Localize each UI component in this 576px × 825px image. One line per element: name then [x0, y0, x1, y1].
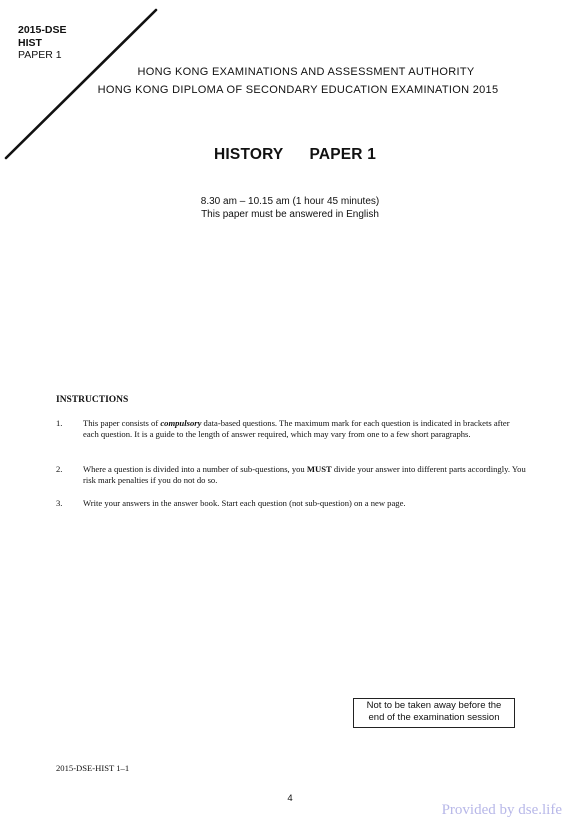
emphasis-must: MUST	[306, 464, 332, 474]
title-subject: HISTORY	[214, 146, 284, 163]
instruction-number: 2.	[56, 464, 63, 474]
exam-language: This paper must be answered in English	[201, 209, 379, 220]
page-title	[214, 146, 376, 164]
instruction-text: Write your answers in the answer book. Start each question (not sub-question) on a new page.	[83, 498, 406, 508]
instruction-number: 1.	[56, 418, 63, 428]
title-paper: PAPER 1	[309, 146, 377, 163]
watermark-link[interactable]: Provided by dse.life	[441, 802, 562, 818]
corner-label	[18, 24, 66, 62]
instruction-item	[56, 464, 526, 485]
instruction-item	[56, 418, 526, 439]
notice-box	[353, 698, 515, 728]
exam-timing	[0, 195, 576, 221]
corner-paper: PAPER 1	[18, 49, 62, 61]
exam-name: HONG KONG DIPLOMA OF SECONDARY EDUCATION EXAMINATION 2015	[97, 84, 499, 96]
instruction-number: 3.	[56, 498, 63, 508]
paper-code: 2015-DSE-HIST 1–1	[56, 763, 130, 773]
page-number: 4	[287, 793, 293, 804]
corner-code: 2015-DSE	[18, 24, 67, 36]
instruction-text: Where a question is divided into a number of sub-questions, you MUST divide your answer into different parts accordingly. You risk mark penalties if you do not do so.	[83, 464, 526, 485]
instructions-heading: INSTRUCTIONS	[56, 395, 129, 405]
notice-line: end of the examination session	[368, 712, 500, 723]
notice-line: Not to be taken away before the	[366, 700, 502, 711]
instruction-item	[56, 498, 526, 509]
emphasis-compulsory: compulsory	[160, 418, 202, 428]
authority-name: HONG KONG EXAMINATIONS AND ASSESSMENT AUTHORITY	[137, 66, 475, 78]
exam-time: 8.30 am – 10.15 am (1 hour 45 minutes)	[200, 196, 380, 207]
instruction-text: This paper consists of compulsory data-based questions. The maximum mark for each question is indicated in brackets after each question. It is a guide to the length of answer required, which may vary from one to a few short paragraphs.	[83, 418, 510, 439]
corner-subject: HIST	[18, 36, 42, 49]
